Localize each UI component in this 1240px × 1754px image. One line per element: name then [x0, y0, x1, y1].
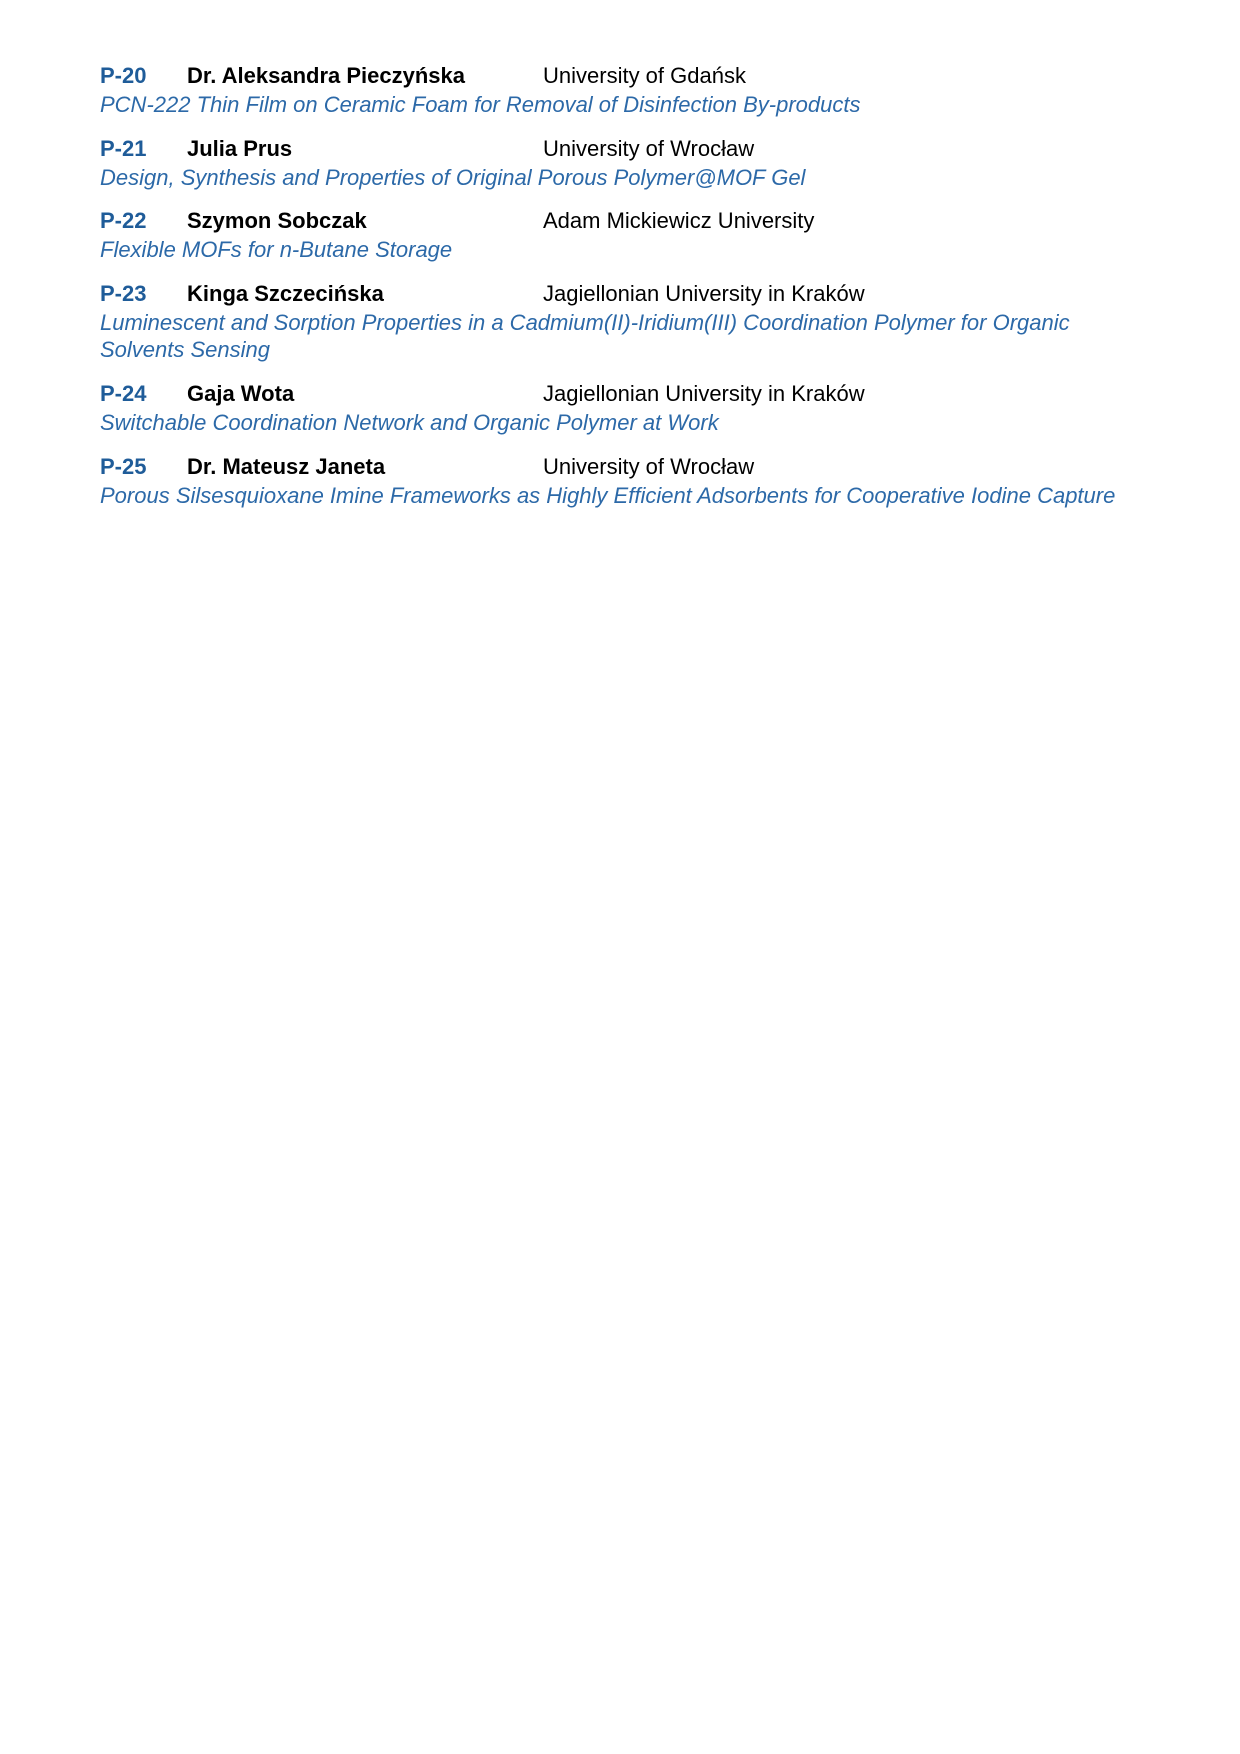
presenter-name: Szymon Sobczak	[187, 208, 367, 233]
poster-title: Luminescent and Sorption Properties in a Cadmium(II)-Iridium(III) Coordination Polymer for Organic Solvents Sensing	[100, 310, 1070, 362]
affiliation: University of Wrocław	[543, 454, 755, 479]
affiliation: Adam Mickiewicz University	[543, 208, 815, 233]
affiliation: University of Wrocław	[543, 136, 755, 161]
affiliation: Jagiellonian University in Kraków	[543, 381, 865, 406]
poster-code: P-21	[100, 136, 147, 161]
presenter-name: Gaja Wota	[187, 381, 295, 406]
poster-code: P-20	[100, 63, 147, 88]
affiliation: University of Gdańsk	[543, 63, 746, 88]
poster-entry	[100, 206, 1160, 263]
poster-title: Design, Synthesis and Properties of Original Porous Polymer@MOF Gel	[100, 165, 806, 190]
poster-title: Switchable Coordination Network and Organic Polymer at Work	[100, 410, 719, 435]
poster-code: P-22	[100, 208, 147, 233]
presenter-name: Julia Prus	[187, 136, 293, 161]
poster-code: P-24	[100, 381, 147, 406]
poster-entry	[100, 279, 1160, 363]
presenter-name: Dr. Aleksandra Pieczyńska	[187, 63, 466, 88]
affiliation: Jagiellonian University in Kraków	[543, 281, 865, 306]
presenter-name: Kinga Szczecińska	[187, 281, 384, 306]
poster-title: PCN-222 Thin Film on Ceramic Foam for Removal of Disinfection By-products	[100, 92, 861, 117]
presenter-name: Dr. Mateusz Janeta	[187, 454, 386, 479]
poster-entry	[100, 452, 1160, 509]
poster-title: Flexible MOFs for n-Butane Storage	[100, 237, 453, 262]
poster-entry	[100, 61, 1160, 118]
poster-code: P-23	[100, 281, 147, 306]
poster-title: Porous Silsesquioxane Imine Frameworks as Highly Efficient Adsorbents for Cooperative Iodine Capture	[100, 483, 1116, 508]
poster-entry	[100, 379, 1160, 436]
poster-entry	[100, 134, 1160, 191]
poster-code: P-25	[100, 454, 147, 479]
